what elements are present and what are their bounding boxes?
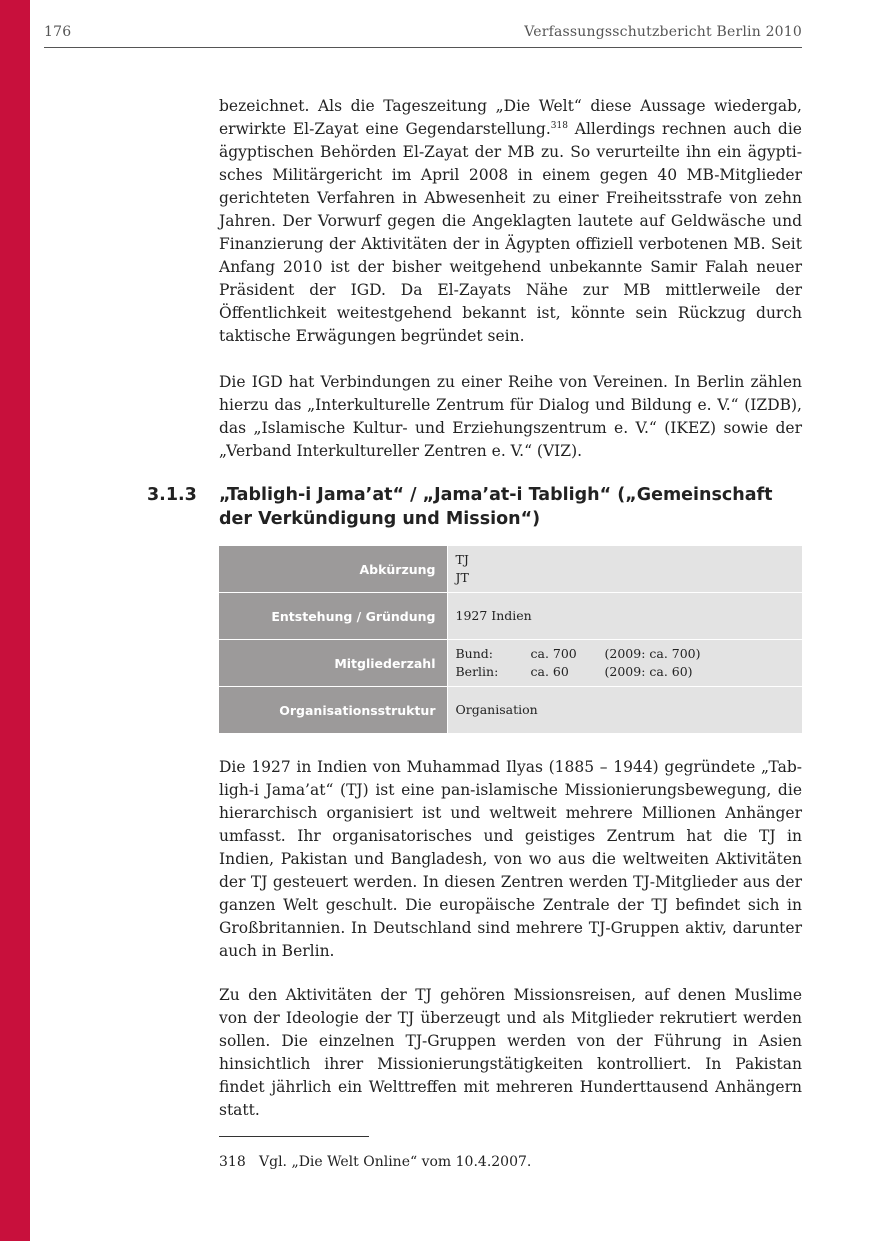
members-row-berlin	[456, 663, 803, 681]
members-count: ca. 700	[530, 646, 577, 661]
section-title: „Tabligh-i Jama’at“ / „Jama’at-i Tabligh“ („Gemeinschaft der Verkündigung und Mission“)	[219, 485, 773, 529]
footnote-divider	[219, 1136, 369, 1137]
abbreviation-value-2: JT	[455, 570, 469, 585]
members-value	[447, 640, 802, 687]
structure-value: Organisation	[447, 687, 802, 734]
paragraph-2	[219, 371, 802, 463]
paragraph-4-text: Zu den Aktivitäten der TJ gehören Missionsreisen, auf denen Muslime von der Ideologie der TJ überzeugt und als Mitglieder rekrutiert werden sollen. Die einzelnen TJ-Gruppen werden von der Führung in Asien hinsichtlich ihrer Missionierungstätigkeiten kontrolliert. In Pakistan findet jährlich ein Welttreffen mit mehreren Hunderttausend Anhängern statt.	[219, 986, 802, 1119]
paragraph-3-text: Die 1927 in Indien von Muhammad Ilyas (1885 – 1944) gegründete „Tabligh-i Jama’at“ (TJ) ist eine pan-islamische Missionierungsbewegung, die hierarchisch organisiert ist und weltweit mehrere Millionen Anhänger umfasst. Ihr organisatorisches und geistiges Zentrum hat die TJ in Indien, Pakistan und Bangladesh, von wo aus die weltweiten Aktivitäten der TJ gesteuert werden. In diesen Zentren werden TJ-Mitglieder aus der ganzen Welt geschult. Die europäische Zentrale der TJ befindet sich in Großbritannien. In Deutschland sind mehrere TJ-Gruppen aktiv, darunter auch in Berlin.	[219, 758, 802, 960]
paragraph-2-text: Die IGD hat Verbindungen zu einer Reihe von Vereinen. In Berlin zählen hierzu das „Interkulturelle Zentrum für Dialog und Bildung e. V.“ (IZDB), das „Islamische Kultur- und Erziehungszentrum e. V.“ (IKEZ) sowie der „Verband Interkultureller Zentren e. V.“ (VIZ).	[219, 373, 802, 460]
abbreviation-value-1: TJ	[455, 552, 469, 567]
paragraph-1-text-a: bezeichnet. Als die Tageszeitung „Die Welt“ diese Aussage wiedergab, erwirkte El-Zayat eine Gegendarstellung.	[219, 97, 802, 138]
members-previous: (2009: ca. 60)	[604, 664, 693, 679]
footnote-reference[interactable]: 318	[550, 121, 568, 131]
section-number: 3.1.3	[147, 485, 197, 505]
organization-info-table	[219, 546, 802, 733]
structure-label: Organisationsstruktur	[219, 687, 447, 734]
paragraph-3	[219, 756, 802, 963]
table-row	[219, 640, 802, 687]
members-label: Mitgliederzahl	[219, 640, 447, 687]
running-title: Verfassungsschutzbericht Berlin 2010	[524, 24, 802, 40]
founding-label: Entstehung / Gründung	[219, 593, 447, 640]
paragraph-4	[219, 984, 802, 1122]
footnote	[219, 1152, 531, 1172]
members-row-federal	[456, 645, 803, 663]
footnote-number: 318	[219, 1154, 246, 1170]
paragraph-1-text-b: Allerdings rechnen auch die ägyptischen Behörden El-Zayat der MB zu. So verurteilte ihn ein ägyptisches Militärgericht im April 2008 in einem gegen 40 MB-Mitglieder gerichteten Verfahren in Abwesenheit zu einer Freiheitsstrafe von zehn Jahren. Der Vorwurf gegen die Angeklagten lautete auf Geldwäsche und Finanzierung der Aktivitäten der in Ägypten offiziell verbotenen MB. Seit Anfang 2010 ist der bisher weitgehend unbekannte Samir Falah neuer Präsident der IGD. Da El-Zayats Nähe zur MB mittlerweile der Öffentlichkeit weitestgehend bekannt ist, könnte sein Rückzug durch taktische Erwägungen begründet sein.	[219, 120, 802, 345]
paragraph-1	[219, 95, 802, 348]
abbreviation-label: Abkürzung	[219, 546, 447, 593]
abbreviation-value	[447, 546, 802, 593]
side-accent-bar	[0, 0, 30, 1241]
members-region: Berlin:	[455, 664, 499, 679]
members-region: Bund:	[455, 646, 493, 661]
page-number: 176	[44, 24, 72, 40]
members-previous: (2009: ca. 700)	[604, 646, 701, 661]
table-row	[219, 593, 802, 640]
footnote-text: Vgl. „Die Welt Online“ vom 10.4.2007.	[259, 1154, 532, 1170]
table-row	[219, 687, 802, 734]
founding-value: 1927 Indien	[447, 593, 802, 640]
table-row	[219, 546, 802, 593]
page-header	[44, 22, 802, 48]
members-count: ca. 60	[530, 664, 569, 679]
